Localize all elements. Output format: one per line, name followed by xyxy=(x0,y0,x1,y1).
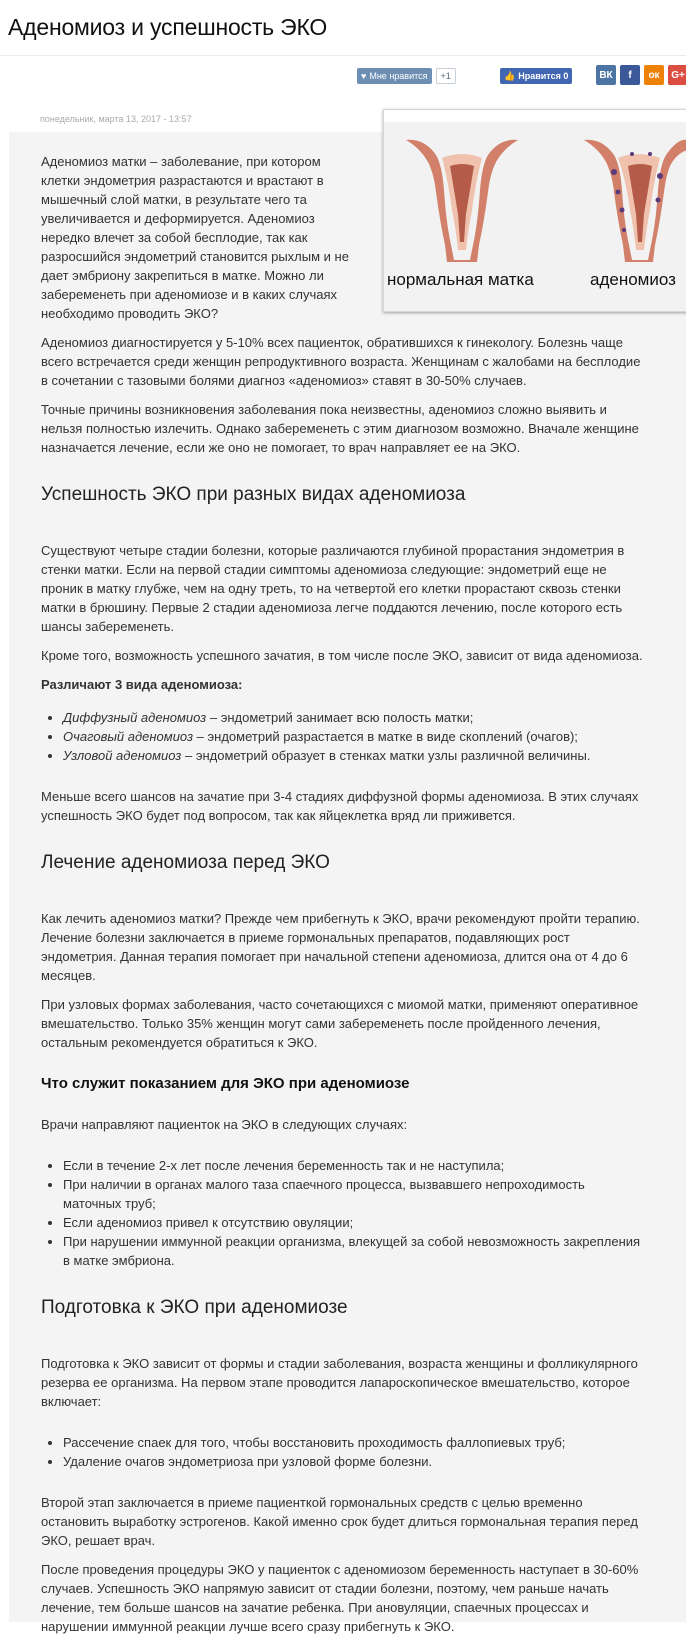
page-title: Аденомиоз и успешность ЭКО xyxy=(8,14,328,40)
list-item: • Рассечение спаек для того, чтобы восстановить проходимость фаллопиевых труб; xyxy=(63,1433,644,1452)
type-desc: – эндометрий образует в стенках матки узлы различной величины. xyxy=(181,748,591,763)
paragraph: Врачи направляют пациенток на ЭКО в следующих случаях: xyxy=(41,1117,408,1132)
subsection-heading: Что служит показанием для ЭКО при аденомиозе xyxy=(41,1075,410,1092)
section-heading: Подготовка к ЭКО при аденомиозе xyxy=(41,1297,348,1318)
facebook-share-icon[interactable]: f xyxy=(620,65,640,85)
bold-lead: Различают 3 вида аденомиоза: xyxy=(41,677,243,692)
paragraph: Как лечить аденомиоз матки? Прежде чем прибегнуть к ЭКО, врачи рекомендуют пройти терапию. Лечение болезни заключается в приеме гормональных препаратов, подавляющих рост эндометрия. Данная терапия помогает при начальной степени аденомиоза, длится она от 4 до 6 месяцев. xyxy=(41,911,640,983)
indications-list xyxy=(41,1156,644,1270)
section-heading: Лечение аденомиоза перед ЭКО xyxy=(41,852,330,873)
section-heading: Успешность ЭКО при разных видах аденомиоза xyxy=(41,484,466,505)
paragraph: Второй этап заключается в приеме пациенткой гормональных средств с целью временно остановить выработку эстрогенов. Какой именно срок будет длиться гормональная терапия перед ЭКО, решает врач. xyxy=(41,1495,638,1548)
list-item xyxy=(63,708,644,727)
list-item xyxy=(63,727,644,746)
adenomyosis-types-list xyxy=(41,708,644,765)
heart-icon: ♥ xyxy=(361,71,367,81)
paragraph: Подготовка к ЭКО зависит от формы и стадии заболевания, возраста женщины и фолликулярного резерва ее организма. На первом этапе проводится лапароскопическое вмешательство, которое включает: xyxy=(41,1356,638,1409)
type-name: Узловой аденомиоз xyxy=(63,748,182,763)
odnoklassniki-share-icon[interactable]: ок xyxy=(644,65,664,85)
fb-like-label: Нравится 0 xyxy=(518,71,569,81)
vk-like-count: +1 xyxy=(436,68,456,84)
vk-like-label: Мне нравится xyxy=(369,71,428,81)
list-item xyxy=(63,746,644,765)
paragraph: Существуют четыре стадии болезни, которые различаются глубиной прорастания эндометрия в стенки матки. Если на первой стадии симптомы аденомиоза следующие: эндометрий еще не проник в матку глубже, чем на одну треть, то на четвертой его клетки прорастают сквозь стенки матки в брюшину. Первые 2 стадии аденомиоза легче поддаются лечению, после которого есть шансы забеременеть. xyxy=(41,543,625,634)
article-content xyxy=(41,152,644,1646)
list-item: • При наличии в органах малого таза спаечного процесса, вызвавшего непроходимость маточных труб; xyxy=(63,1175,644,1213)
paragraph: Аденомиоз диагностируется у 5-10% всех пациенток, обратившихся к гинекологу. Болезнь чаще всего встречается среди женщин репродуктивного возраста. Женщинам с жалобами на бесплодие в сочетании с тазовыми болями диагноз «аденомиоз» ставят в 30-50% случаев. xyxy=(41,335,641,388)
title-divider xyxy=(0,55,686,56)
paragraph: Меньше всего шансов на зачатие при 3-4 стадиях диффузной формы аденомиоза. В этих случаях успешность ЭКО будет под вопросом, так как яйцеклетка вряд ли приживется. xyxy=(41,789,639,823)
label-adenomyosis: аденомиоз xyxy=(590,270,676,289)
share-buttons xyxy=(596,65,686,85)
fb-like-widget[interactable] xyxy=(500,66,572,86)
thumbs-up-icon: 👍 xyxy=(504,70,516,81)
paragraph: При узловых формах заболевания, часто сочетающихся с миомой матки, применяют оперативное вмешательство. Только 35% женщин могут сами забеременеть после пройденного лечения, остальным рекомендуется обратиться к ЭКО. xyxy=(41,997,639,1050)
type-name: Очаговый аденомиоз xyxy=(63,729,194,744)
list-item: • Если аденомиоз привел к отсутствию овуляции; xyxy=(63,1213,644,1232)
type-name: Диффузный аденомиоз xyxy=(63,710,207,725)
type-desc: – эндометрий занимает всю полость матки; xyxy=(206,710,474,725)
paragraph: После проведения процедуры ЭКО у пациенток с аденомиозом беременность наступает в 30-60% случаев. Успешность ЭКО напрямую зависит от стадии болезни, поэтому, чем раньше начать лечение, тем больше шансов на зачатие ребенка. При ановуляции, спаечных процессах и нарушении иммунной реакции лучше всего сразу прибегнуть к ЭКО. xyxy=(41,1562,639,1634)
fb-like-button[interactable] xyxy=(500,68,572,84)
type-desc: – эндометрий разрастается в матке в виде скоплений (очагов); xyxy=(193,729,578,744)
google-plus-share-icon[interactable]: G+ xyxy=(668,65,686,85)
paragraph: Кроме того, возможность успешного зачатия, в том числе после ЭКО, зависит от вида аденомиоза. xyxy=(41,648,643,663)
list-item: • При нарушении иммунной реакции организма, влекущей за собой невозможность закрепления в матке эмбриона. xyxy=(63,1232,644,1270)
vk-like-button[interactable] xyxy=(357,68,432,84)
post-date: понедельник, марта 13, 2017 - 13:57 xyxy=(40,114,192,124)
list-item: • Удаление очагов эндометриоза при узловой форме болезни. xyxy=(63,1452,644,1471)
paragraph: Точные причины возникновения заболевания пока неизвестны, аденомиоз сложно выявить и нельзя полностью излечить. Однако забеременеть с этим диагнозом возможно. Вначале женщине назначается лечение, если же оно не помогает, то врач направляет ее на ЭКО. xyxy=(41,402,639,455)
preparation-list xyxy=(41,1433,644,1471)
vk-like-widget[interactable] xyxy=(357,66,456,86)
list-item: • Если в течение 2-х лет после лечения беременность так и не наступила; xyxy=(63,1156,644,1175)
label-normal-uterus: нормальная матка xyxy=(387,270,534,289)
vk-share-icon[interactable]: ВК xyxy=(596,65,616,85)
intro-paragraph: Аденомиоз матки – заболевание, при котором клетки эндометрия разрастаются и врастают в мышечный слой матки, в результате чего та увеличивается и деформируется. Аденомиоз нередко влечет за собой бесплодие, так как разросшийся эндометрий становится рыхлым и не дает эмбриону закрепиться в матке. Можно ли забеременеть при аденомиозе и в каких случаях необходимо проводить ЭКО? xyxy=(41,154,349,321)
